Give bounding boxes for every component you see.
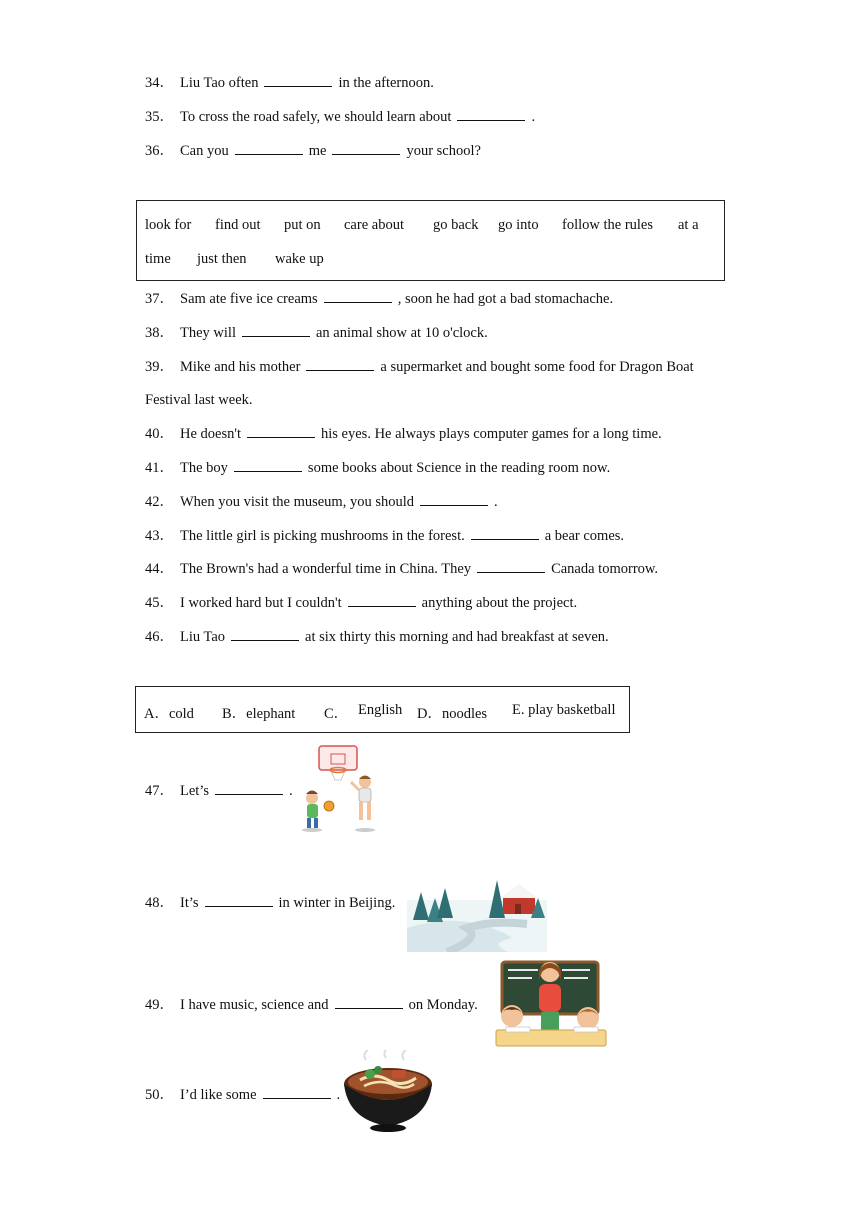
question-number: 44． (145, 561, 174, 577)
question-text: It’s (180, 895, 199, 911)
question-text: me (308, 143, 327, 159)
question-48 (145, 894, 395, 912)
word-option: just then (197, 251, 247, 267)
noodle-bowl-picture (340, 1050, 436, 1134)
question-text: . (336, 1087, 341, 1103)
question-text: anything about the project. (421, 595, 578, 611)
answer-blank[interactable] (306, 358, 374, 371)
word-bank-box (136, 200, 725, 281)
option-c-word: English (358, 702, 403, 718)
answer-blank[interactable] (332, 142, 400, 155)
answer-blank[interactable] (420, 493, 488, 506)
answer-blank[interactable] (335, 996, 403, 1009)
question-number: 47． (145, 783, 174, 799)
question-text: Liu Tao often (180, 75, 259, 91)
word-option: wake up (275, 251, 324, 267)
question-44 (145, 560, 658, 578)
answer-blank[interactable] (231, 628, 299, 641)
question-text: some books about Science in the reading room now. (307, 460, 611, 476)
question-42 (145, 493, 498, 511)
question-40 (145, 425, 662, 443)
question-text: Let’s (180, 783, 209, 799)
question-text: I worked hard but I couldn't (180, 595, 342, 611)
answer-blank[interactable] (457, 108, 525, 121)
answer-blank[interactable] (477, 560, 545, 573)
word-option: follow the rules (562, 217, 654, 233)
question-35 (145, 108, 535, 126)
question-38 (145, 324, 488, 342)
answer-blank[interactable] (205, 894, 273, 907)
question-text: your school? (406, 143, 481, 159)
word-option: care about (344, 217, 404, 233)
question-text: Sam ate five ice creams (180, 291, 318, 307)
question-number: 41． (145, 460, 174, 476)
answer-blank[interactable] (234, 459, 302, 472)
answer-blank[interactable] (242, 324, 310, 337)
question-number: 34． (145, 75, 174, 91)
question-text: Liu Tao (180, 629, 226, 645)
question-number: 50． (145, 1087, 174, 1103)
question-41 (145, 459, 610, 477)
answer-blank[interactable] (235, 142, 303, 155)
question-text: Canada tomorrow. (551, 561, 659, 577)
question-text: I have music, science and (180, 997, 329, 1013)
answer-blank[interactable] (471, 527, 539, 540)
answer-blank[interactable] (215, 782, 283, 795)
question-47 (145, 782, 293, 800)
question-text: Can you (180, 143, 229, 159)
question-text: , soon he had got a bad stomachache. (397, 291, 614, 307)
option-d: D．noodles (417, 706, 488, 722)
english-class-picture (492, 958, 610, 1050)
option-bank-box (135, 686, 630, 733)
question-37 (145, 290, 613, 308)
question-number: 45． (145, 595, 174, 611)
question-text: in the afternoon. (338, 75, 434, 91)
word-option: go into (498, 217, 539, 233)
question-text: on Monday. (408, 997, 478, 1013)
question-39-continued (145, 391, 253, 409)
answer-blank[interactable] (263, 1086, 331, 1099)
answer-blank[interactable] (247, 425, 315, 438)
question-text: . (531, 109, 536, 125)
question-number: 36． (145, 143, 174, 159)
question-text: The boy (180, 460, 228, 476)
question-number: 37． (145, 291, 174, 307)
question-43 (145, 527, 624, 545)
question-text: He doesn't (180, 426, 242, 442)
question-34 (145, 74, 434, 92)
snowy-landscape-picture (407, 878, 547, 952)
answer-blank[interactable] (348, 594, 416, 607)
question-text: The Brown's had a wonderful time in China. They (180, 561, 472, 577)
question-text: . (289, 783, 293, 799)
question-text: . (494, 494, 498, 510)
question-50 (145, 1086, 340, 1104)
question-number: 39． (145, 359, 174, 375)
question-49 (145, 996, 478, 1014)
question-text: at six thirty this morning and had breakfast at seven. (305, 629, 609, 645)
question-text: a bear comes. (544, 528, 625, 544)
question-number: 46． (145, 629, 174, 645)
question-39 (145, 358, 694, 376)
question-text: The little girl is picking mushrooms in the forest. (180, 528, 465, 544)
question-number: 38． (145, 325, 174, 341)
question-text: When you visit the museum, you should (180, 494, 414, 510)
word-option: find out (215, 217, 261, 233)
question-text: a supermarket and bought some food for Dragon Boat (380, 359, 694, 375)
question-number: 43． (145, 528, 174, 544)
question-number: 40． (145, 426, 174, 442)
word-option: time (145, 251, 171, 267)
question-46 (145, 628, 609, 646)
word-option: at a (678, 217, 699, 233)
answer-blank[interactable] (324, 290, 392, 303)
question-text: I’d like some (180, 1087, 257, 1103)
answer-blank[interactable] (264, 74, 332, 87)
question-number: 48． (145, 895, 174, 911)
question-45 (145, 594, 577, 612)
question-number: 49． (145, 997, 174, 1013)
question-text: in winter in Beijing. (278, 895, 396, 911)
option-e: E. play basketball (512, 702, 616, 718)
question-text: Festival last week. (145, 392, 253, 408)
word-option: look for (145, 217, 192, 233)
question-number: 42． (145, 494, 174, 510)
option-b: B．elephant (222, 706, 296, 722)
question-text: his eyes. He always plays computer games for a long time. (321, 426, 662, 442)
word-option: go back (433, 217, 479, 233)
option-a: A．cold (144, 706, 194, 722)
basketball-kids-picture (297, 744, 381, 834)
word-option: put on (284, 217, 321, 233)
question-text: an animal show at 10 o'clock. (315, 325, 488, 341)
question-text: To cross the road safely, we should learn about (180, 109, 452, 125)
question-36 (145, 142, 481, 160)
question-text: They will (180, 325, 236, 341)
question-number: 35． (145, 109, 174, 125)
option-c: C． (324, 706, 349, 722)
question-text: Mike and his mother (180, 359, 301, 375)
